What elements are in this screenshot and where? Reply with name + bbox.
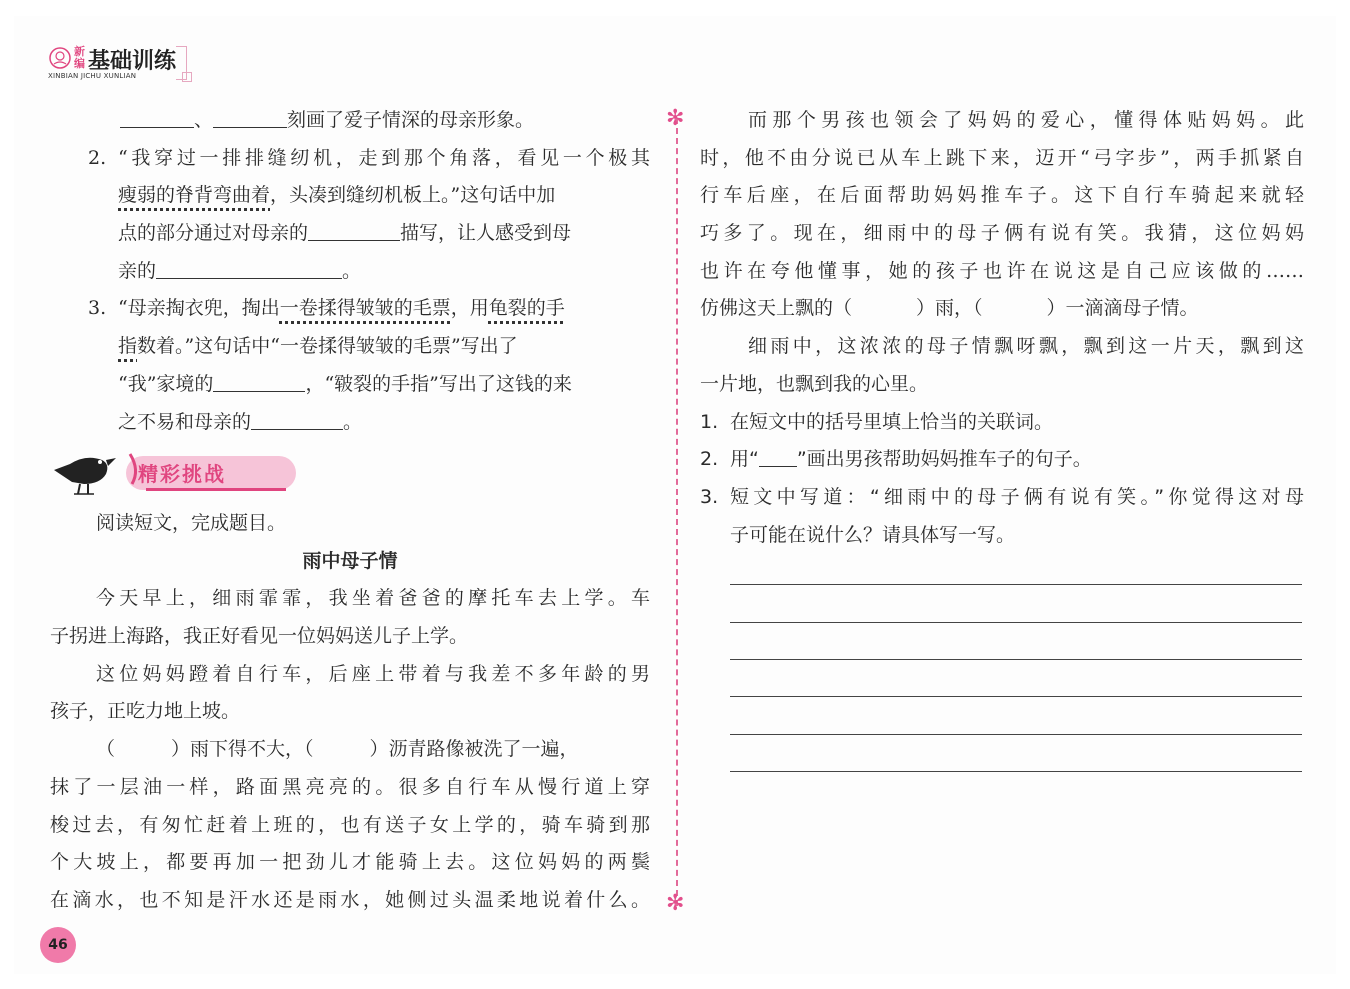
answer-blank[interactable] [308, 218, 400, 241]
story-title: 雨中母子情 [302, 549, 398, 572]
question-text: 子可能在说什么？请具体写一写。 [730, 523, 1016, 546]
answer-line[interactable] [730, 696, 1302, 697]
question-3 [700, 479, 1304, 517]
paragraph-line: 这位妈妈蹬着自行车，后座上带着与我差不多年龄的男 [96, 662, 650, 685]
question-number: 2. [88, 146, 107, 169]
answer-line[interactable] [730, 659, 1302, 660]
right-column [700, 102, 1304, 554]
answer-line[interactable] [730, 734, 1302, 735]
answer-line[interactable] [730, 584, 1302, 585]
paragraph-line: 行车后座，在后面帮助妈妈推车子。这下自行车骑起来就轻 [700, 184, 1304, 207]
question-2: 2. 用“ ”画出男孩帮助妈妈推车子的句子。 [700, 448, 1092, 471]
crow-icon [50, 448, 120, 498]
answer-blank[interactable] [213, 105, 287, 128]
section-header [50, 448, 260, 498]
section-underline [146, 488, 286, 491]
question-2-line2 [50, 177, 650, 215]
section-label: 精彩挑战 [138, 462, 226, 486]
question-number: 2. [700, 448, 719, 471]
question-text: 数着。”这句话中“一卷揉得皱皱的毛票”写出了 [137, 335, 518, 358]
paragraph-line: 也许在夸他懂事，她的孩子也许在说这是自己应该做的…… [700, 259, 1304, 282]
paragraph-line-with-blanks: （ ）雨下得不大，（ ）沥青路像被洗了一遍， [96, 738, 579, 761]
paragraph-line: 一片地，也飘到我的心里。 [700, 372, 929, 395]
paragraph-line: 巧多了。现在，细雨中的母子俩有说有笑。我猜，这位妈妈 [700, 222, 1304, 245]
question-number: 3. [88, 297, 107, 320]
paragraph-line: 梭过去，有匆忙赶着上班的，也有送子女上学的，骑车骑到那 [50, 813, 650, 836]
instruction: 阅读短文，完成题目。 [96, 512, 287, 534]
question-2-line1 [50, 140, 650, 178]
question-text: “我穿过一排排缝纫机，走到那个角落，看见一个极其 [118, 146, 650, 169]
answer-blank[interactable] [213, 369, 305, 392]
paragraph-line: 细雨中，这浓浓的母子情飘呀飘，飘到这一片天，飘到这 [748, 335, 1304, 358]
page-number: 46 [40, 927, 76, 963]
paragraph-line: 今天早上，细雨霏霏，我坐着爸爸的摩托车去上学。车 [96, 587, 650, 610]
asterisk-icon: ✻ [666, 106, 685, 131]
question-number: 1. [700, 410, 719, 433]
paragraph-line: 在滴水，也不知是汗水还是雨水，她侧过头温柔地说着什么。 [50, 888, 650, 911]
paragraph-line: 个大坡上，都要再加一把劲儿才能骑上去。这位妈妈的两鬓 [50, 851, 650, 874]
answer-line[interactable] [730, 622, 1302, 623]
paragraph-line-with-blanks: 仿佛这天上飘的（ ）雨，（ ）一滴滴母子情。 [700, 297, 1199, 320]
dotted-phrase: 龟裂的手 [488, 297, 565, 320]
q1-tail: 、 刻画了爱子情深的母亲形象。 [50, 102, 650, 140]
passage-left [50, 505, 650, 920]
paragraph-line: 而那个男孩也领会了妈妈的爱心，懂得体贴妈妈。此 [748, 109, 1304, 131]
paragraph-line: 时，他不由分说已从车上跳下来，迈开“弓字步”，两手抓紧自 [700, 146, 1304, 169]
column-divider [676, 118, 678, 906]
question-text: 刻画了爱子情深的母亲形象。 [287, 109, 535, 131]
dotted-phrase: 一卷揉得皱皱的毛票 [279, 297, 451, 320]
paragraph-line: 子拐进上海路，我正好看见一位妈妈送儿子上学。 [50, 625, 469, 648]
asterisk-icon: ✻ [666, 891, 685, 916]
question-3-line3: “我”家境的 ，“皲裂的手指”写出了这钱的来 [50, 366, 650, 404]
brand-pinyin: XINBIAN JICHU XUNLIAN [48, 72, 137, 80]
question-2-line4: 亲的 。 [50, 253, 650, 291]
question-number: 3. [700, 485, 719, 508]
question-3-line1: 3. “母亲掏衣兜，掏出一卷揉得皱皱的毛票，用龟裂的手 [50, 290, 650, 328]
paragraph-line: 抹了一层油一样，路面黑亮亮的。很多自行车从慢行道上穿 [50, 775, 650, 798]
question-text: 在短文中的括号里填上恰当的关联词。 [730, 410, 1054, 433]
question-text: ，头凑到缝纫机板上。”这句话中加 [270, 184, 556, 207]
brand-title: 基础训练 [88, 49, 177, 74]
underline-sample [759, 448, 797, 467]
dotted-phrase: 瘦弱的脊背弯曲着 [118, 184, 271, 207]
flower-icon [48, 46, 72, 70]
brand-prefix: 新编 [74, 45, 85, 70]
left-column [50, 102, 650, 441]
answer-line[interactable] [730, 771, 1302, 772]
answer-blank[interactable] [156, 256, 342, 279]
answer-blank[interactable] [120, 105, 194, 128]
answer-blank[interactable] [251, 407, 343, 430]
question-text: 短文中写道：“细雨中的母子俩有说有笑。”你觉得这对母 [730, 485, 1304, 508]
question-3-line2: 指数着。”这句话中“一卷揉得皱皱的毛票”写出了 [118, 335, 518, 358]
question-3-line4: 之不易和母亲的 。 [50, 404, 650, 442]
paragraph-line: 孩子，正吃力地上坡。 [50, 700, 241, 723]
brand-frame-square [182, 72, 192, 82]
question-2-line3: 点的部分通过对母亲的 描写，让人感受到母 [50, 215, 650, 253]
question-1 [700, 404, 1304, 442]
